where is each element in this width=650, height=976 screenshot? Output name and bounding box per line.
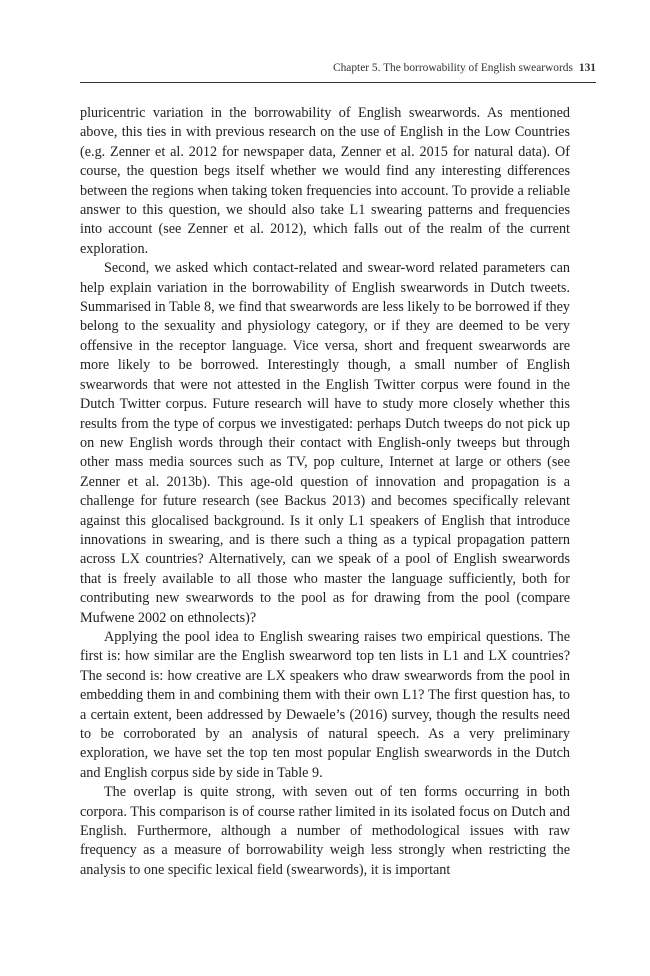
chapter-title: Chapter 5. The borrowability of English swearwords bbox=[333, 62, 573, 74]
paragraph: Applying the pool idea to English swearing raises two empirical questions. The first is: how similar are the English swearword top ten lists in L1 and LX countries? The second is: how creative are LX speakers who draw swearwords from the pool in embedding them in and combining them with their own L1? The first question has, to a certain extent, been addressed by Dewaele’s (2016) survey, though the results need to be corroborated by an analysis of natural speech. As a very preliminary exploration, we have set the top ten most popular English swearwords in the Dutch and English corpus side by side in Table 9. bbox=[80, 628, 570, 781]
body-text bbox=[80, 104, 570, 880]
running-header bbox=[80, 62, 596, 74]
paragraph: The overlap is quite strong, with seven out of ten forms occurring in both corpora. This comparison is of course rather limited in its isolated focus on Dutch and English. Furthermore, although a number of methodological issues with raw frequency as a measure of borrowability weigh less strongly when restricting the analysis to one specific lexical field (swearwords), it is important bbox=[80, 784, 570, 878]
page-number: 131 bbox=[578, 62, 596, 74]
header-rule bbox=[80, 82, 596, 83]
paragraph: pluricentric variation in the borrowability of English swearwords. As mentioned above, this ties in with previous research on the use of English in the Low Countries (e.g. Zenner et al. 2012 for newspaper data, Zenner et al. 2015 for natural data). Of course, the question begs itself whether we would find any interesting differences between the regions when taking token frequencies into account. To provide a reliable answer to this question, we should also take L1 swearing patterns and frequencies into account (see Zenner et al. 2012), which falls out of the realm of the current exploration. bbox=[80, 105, 570, 257]
paragraph: Second, we asked which contact-related and swear-word related parameters can help explain variation in the borrowability of English swearwords in Dutch tweets. Summarised in Table 8, we find that swearwords are less likely to be borrowed if they belong to the sexuality and physiology category, or if they are deemed to be very offensive in the receptor language. Vice versa, short and frequent swearwords are more likely to be borrowed. Interestingly though, a small number of English swearwords that were not attested in the English Twitter corpus were found in the Dutch Twitter corpus. Future research will have to study more closely whether this results from the type of corpus we investigated: perhaps Dutch tweeps do not pick up on new English words through their contact with English-only tweeps but through other mass media sources such as TV, pop culture, Internet at large or others (see Zenner et al. 2013b). This age-old question of innovation and propagation is a challenge for future research (see Backus 2013) and becomes specifically relevant against this glocalised background. Is it only L1 speakers of English that introduce innovations in swearing, and is there such a thing as a typical propagation pattern across LX countries? Alternatively, can we speak of a pool of English swearwords that is freely available to all those who master the language sufficiently, both for contributing new swearwords to the pool as for drawing from the pool (compare Mufwene 2002 on ethnolects)? bbox=[80, 260, 570, 626]
